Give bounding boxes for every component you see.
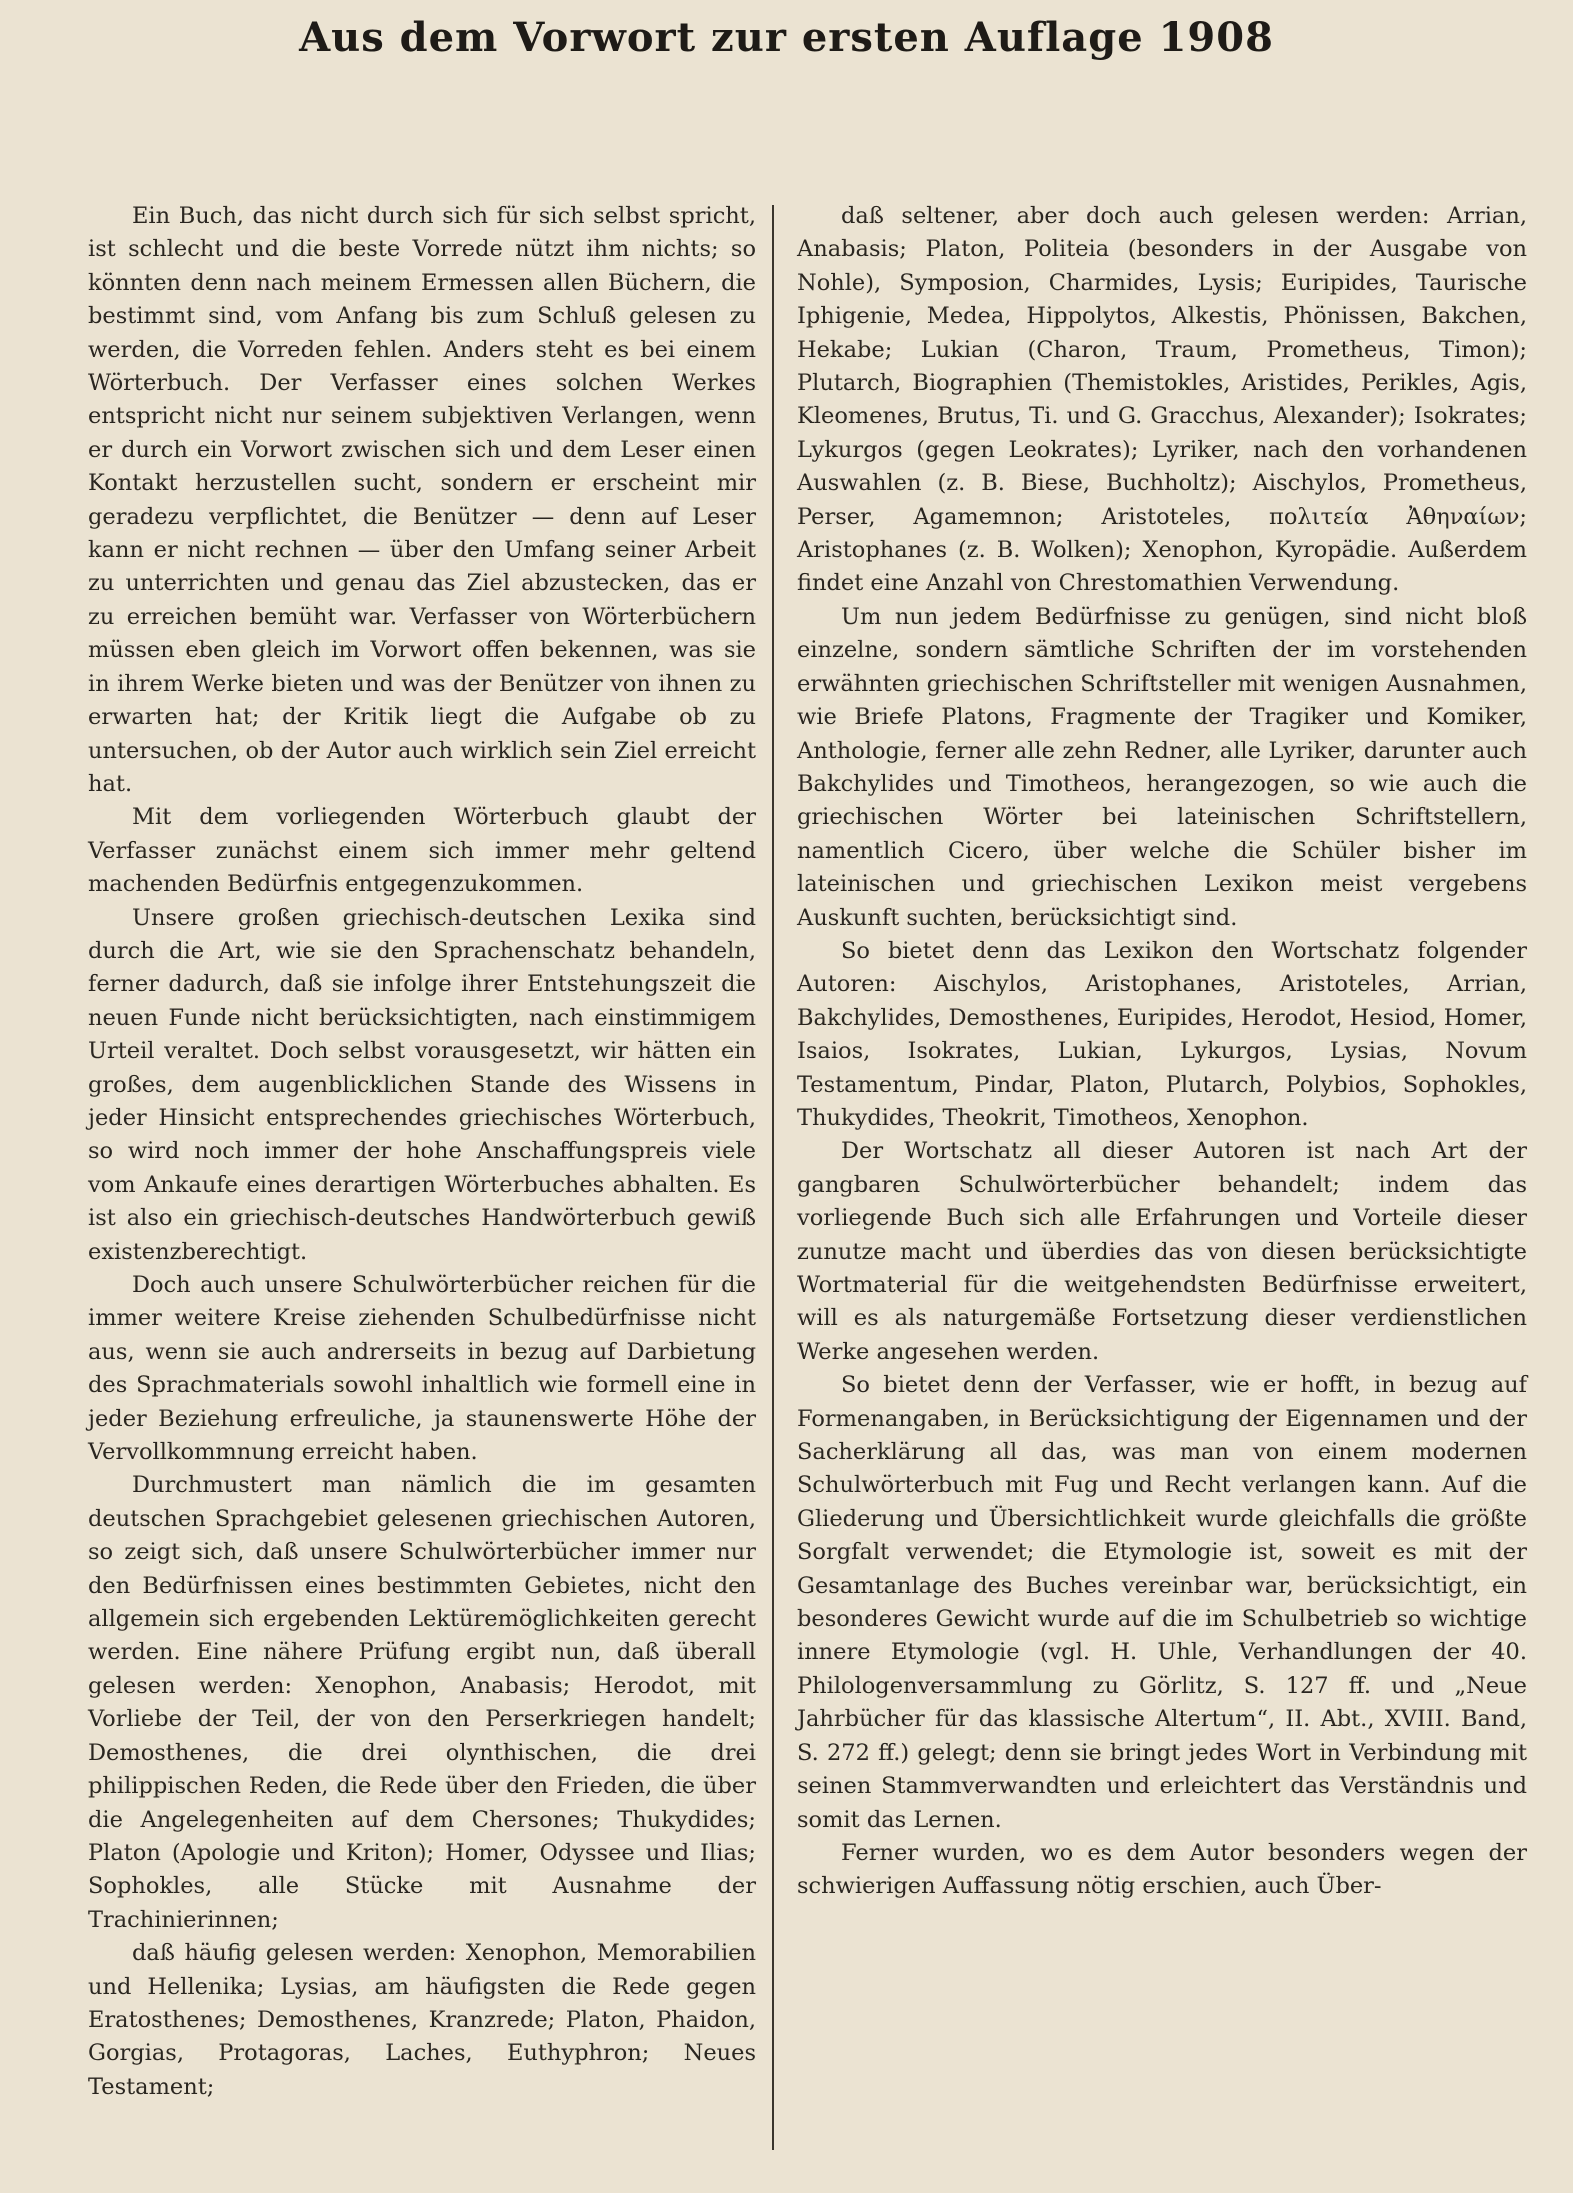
column-divider [772, 205, 774, 2150]
page-title: Aus dem Vorwort zur ersten Auflage 1908 [299, 14, 1274, 61]
paragraph: Durchmustert man nämlich die im gesamten deutschen Sprachgebiet gelesenen griechischen Autoren, so zeigt sich, daß unsere Schulwörterbücher immer nur den Bedürfnissen eines bestimmten Gebietes, nicht den allgemein sich ergebenden Lektüremöglichkeiten gerecht werden. Eine nähere Prüfung ergibt nun, daß überall gelesen werden: Xenophon, Anabasis; Herodot, mit Vorliebe der Teil, der von den Perserkriegen handelt; Demosthenes, die drei olynthischen, die drei philippischen Reden, die Rede über den Frieden, die über die Angelegenheiten auf dem Chersones; Thukydides; Platon (Apologie und Kriton); Homer, Odyssee und Ilias; Sophokles, alle Stücke mit Ausnahme der Trachinierinnen; [88, 1472, 756, 1933]
paragraph: daß häufig gelesen werden: Xenophon, Memorabilien und Hellenika; Lysias, am häufigsten die Rede gegen Eratosthenes; Demosthenes, Kranzrede; Platon, Phaidon, Gorgias, Protagoras, Laches, Euthyphron; Neues Testament; [88, 1940, 756, 2100]
left-column [88, 200, 756, 2104]
paragraph: Doch auch unsere Schulwörterbücher reichen für die immer weitere Kreise ziehenden Schulbedürfnisse nicht aus, wenn sie auch andrerseits in bezug auf Darbietung des Sprachmaterials sowohl inhaltlich wie formell eine in jeder Beziehung erfreuliche, ja staunenswerte Höhe der Vervollkommnung erreicht haben. [88, 1272, 756, 1466]
paragraph: daß seltener, aber doch auch gelesen werden: Arrian, Anabasis; Platon, Politeia (besonders in der Ausgabe von Nohle), Symposion, Charmides, Lysis; Euripides, Taurische Iphigenie, Medea, Hippolytos, Alkestis, Phönissen, Bakchen, Hekabe; Lukian (Charon, Traum, Prometheus, Timon); Plutarch, Biographien (Themistokles, Aristides, Perikles, Agis, Kleomenes, Brutus, Ti. und G. Gracchus, Alexander); Isokrates; Lykurgos (gegen Leokrates); Lyriker, nach den vorhandenen Auswahlen (z. B. Biese, Buchholtz); Aischylos, Prometheus, Perser, Agamemnon; Aristoteles, πολιτεία Ἀθηναίων; Aristophanes (z. B. Wolken); Xenophon, Kyropädie. Außerdem findet eine Anzahl von Chrestomathien Verwendung. [797, 203, 1527, 597]
paragraph: So bietet denn der Verfasser, wie er hofft, in bezug auf Formenangaben, in Berücksichtigung der Eigennamen und der Sacherklärung all das, was man von einem modernen Schulwörterbuch mit Fug und Recht verlangen kann. Auf die Gliederung und Übersichtlichkeit wurde gleichfalls die größte Sorgfalt verwendet; die Etymologie ist, soweit es mit der Gesamtanlage des Buches vereinbar war, berücksichtigt, ein besonderes Gewicht wurde auf die im Schulbetrieb so wichtige innere Etymologie (vgl. H. Uhle, Verhandlungen der 40. Philologenversammlung zu Görlitz, S. 127 ff. und „Neue Jahrbücher für das klassische Altertum“, II. Abt., XVIII. Band, S. 272 ff.) gelegt; denn sie bringt jedes Wort in Verbindung mit seinen Stammverwandten und erleichtert das Verständnis und somit das Lernen. [797, 1372, 1527, 1833]
paragraph: Ferner wurden, wo es dem Autor besonders wegen der schwierigen Auffassung nötig erschien, auch Über- [797, 1839, 1527, 1900]
paragraph: Um nun jedem Bedürfnisse zu genügen, sind nicht bloß einzelne, sondern sämtliche Schriften der im vorstehenden erwähnten griechischen Schriftsteller mit wenigen Ausnahmen, wie Briefe Platons, Fragmente der Tragiker und Komiker, Anthologie, ferner alle zehn Redner, alle Lyriker, darunter auch Bakchylides und Timotheos, herangezogen, so wie auch die griechischen Wörter bei lateinischen Schriftstellern, namentlich Cicero, über welche die Schüler bisher im lateinischen und griechischen Lexikon meist vergebens Auskunft suchten, berücksichtigt sind. [797, 603, 1527, 931]
paragraph: Mit dem vorliegenden Wörterbuch glaubt der Verfasser zunächst einem sich immer mehr geltend machenden Bedürfnis entgegenzukommen. [88, 804, 756, 898]
paragraph: So bietet denn das Lexikon den Wortschatz folgender Autoren: Aischylos, Aristophanes, Aristoteles, Arrian, Bakchylides, Demosthenes, Euripides, Herodot, Hesiod, Homer, Isaios, Isokrates, Lukian, Lykurgos, Lysias, Novum Testamentum, Pindar, Platon, Plutarch, Polybios, Sophokles, Thukydides, Theokrit, Timotheos, Xenophon. [797, 937, 1527, 1131]
paragraph: Der Wortschatz all dieser Autoren ist nach Art der gangbaren Schulwörterbücher behandelt; indem das vorliegende Buch sich alle Erfahrungen und Vorteile dieser zunutze macht und überdies das von diesen berücksichtigte Wortmaterial für die weitgehendsten Bedürfnisse erweitert, will es als naturgemäße Fortsetzung dieser verdienstlichen Werke angesehen werden. [797, 1138, 1527, 1365]
paragraph: Unsere großen griechisch-deutschen Lexika sind durch die Art, wie sie den Sprachenschatz behandeln, ferner dadurch, daß sie infolge ihrer Entstehungszeit die neuen Funde nicht berücksichtigten, nach einstimmigem Urteil veraltet. Doch selbst vorausgesetzt, wir hätten ein großes, dem augenblicklichen Stande des Wissens in jeder Hinsicht entsprechendes griechisches Wörterbuch, so wird noch immer der hohe Anschaffungspreis viele vom Ankaufe eines derartigen Wörterbuches abhalten. Es ist also ein griechisch-deutsches Handwörterbuch gewiß existenzberechtigt. [88, 904, 756, 1265]
paragraph: Ein Buch, das nicht durch sich für sich selbst spricht, ist schlecht und die beste Vorrede nützt ihm nichts; so könnten denn nach meinem Ermessen allen Büchern, die bestimmt sind, vom Anfang bis zum Schluß gelesen zu werden, die Vorreden fehlen. Anders steht es bei einem Wörterbuch. Der Verfasser eines solchen Werkes entspricht nicht nur seinem subjektiven Verlangen, wenn er durch ein Vorwort zwischen sich und dem Leser einen Kontakt herzustellen sucht, sondern er erscheint mir geradezu verpflichtet, die Benützer — denn auf Leser kann er nicht rechnen — über den Umfang seiner Arbeit zu unterrichten und genau das Ziel abzustecken, das er zu erreichen bemüht war. Verfasser von Wörterbüchern müssen eben gleich im Vorwort offen bekennen, was sie in ihrem Werke bieten und was der Benützer von ihnen zu erwarten hat; der Kritik liegt die Aufgabe ob zu untersuchen, ob der Autor auch wirklich sein Ziel erreicht hat. [88, 203, 756, 797]
right-column [797, 200, 1527, 1904]
